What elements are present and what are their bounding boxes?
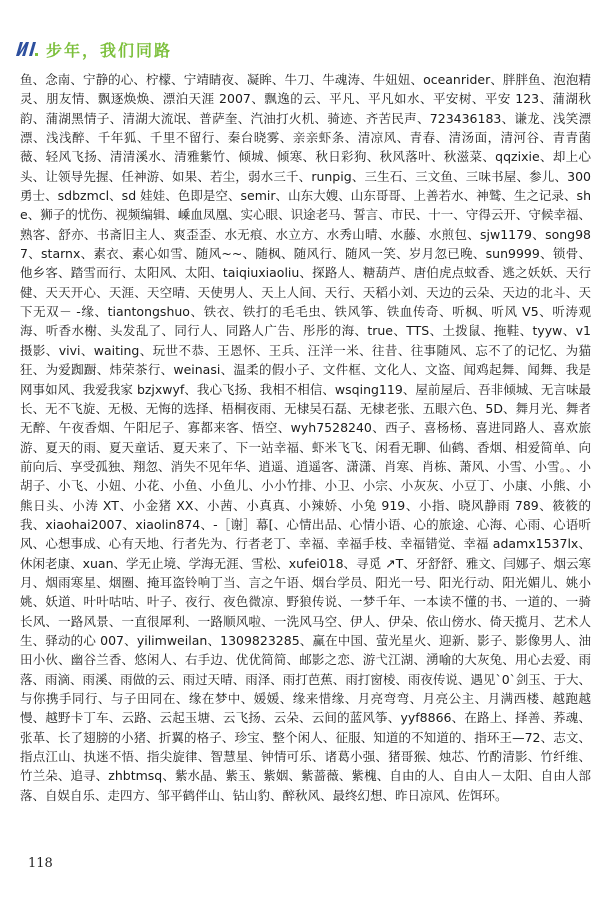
- page-number: 118: [28, 856, 53, 871]
- name-list-text: 鱼、念南、宁静的心、柠檬、宁靖睛夜、凝眸、牛刀、牛魂涛、牛妞妞、oceanrider、胖胖鱼、泡泡精灵、朋友情、飘逐焕焕、漂泊天涯 2007、飘逸的云、平凡、平凡如水、平安树、平安 123、蒲湖秋韵、蒲湖黑情子、清湖大流氓、普萨奎、汽油打火机、骑迹、齐苦民声、723436183、谦龙、浅笑漂漂、浅浅醉、千年狐、千里不留行、秦台晓雾、亲亲虾条、清凉风、青春、清汤面，清河谷、青青菌薇、轻风飞扬、清清溪水、清雅紫竹、倾城、倾寒、秋日彩狗、秋风落叶、秋滋菜、qqzixie、却上心头、让领导先握、任神游、如果、若尘，弱水三千、runpig、三生石、三文鱼、三味书屋、参儿、300 勇士、sdbzmcl、sd 娃娃、色即是空、semir、山东大嫂、山东哥哥、上善若水、神鹫、生之记录、she、狮子的忧伤、视频编辑、嵊血凤凰、实心眼、识途老马、誓言、市民、十一、守得云开、守候幸福、熟客、舒亦、书斋旧主人、爽歪歪、水无痕、水立方、水秀山晴、水藤、水煎包、sjw1179、song987、starnx、素衣、素心如雪、随风~~、随枫、随风行、随风一笑、岁月忽已晚、sun9999、锁骨、他乡客、踏雪而行、太阳风、太阳、taiqiuxiaoliu、探路人、糖葫芦、唐伯虎点蚊香、逃之妖妖、天行健、天天开心、天涯、天空晴、天使男人、天上人间、天行、天稻小刘、天边的云朵、天边的北斗、天下无双－ -缘、tiantongshuo、铁衣、铁打的毛毛虫、铁风筝、铁血传奇、听枫、听风 V5、听涛观海、听香水榭、头发乱了、同行人、同路人广告、彤彤的海、true、TTS、土拨鼠、拖鞋、tyyw、v1 摄影、vivi、waiting、玩世不恭、王恩怀、王兵、汪洋一米、往昔、往事随风、忘不了的记忆、为猫狂、为爱踟蹰、炜荣茶行、weinasi、温柔的假小子、文件框、文化人、文盗、闻鸡起舞、闻舞、我是网事如风、我爱我家 bzjxwyf、我心飞扬、我相不相信、wsqing119、屋前屋后、吾非倾城、无言味最长、无不飞旋、无极、无悔的选择、梧桐夜雨、无棣吴石磊、无棣老张、五眼六色、5D、舞月光、舞者无醉、午夜香烟、午阳尼子、寡都来客、悟空、wyh7528240、西子、喜杨杨、喜进同路人、喜欢旅游、夏天的雨、夏天童话、夏天来了、下一站幸福、虾米飞飞、闲看无聊、仙鹤、香烟、相爱简单、向前向后、享受孤独、翔忽、消失不见年华、逍遥、逍遥客、潇潇、肖寒、肖栋、萧风、小雪、小雪。、小胡子、小飞、小妞、小花、小鱼、小鱼儿、小小竹排、小卫、小宗、小灰灰、小豆丁、小康、小熊、小熊日头、小涛 XT、小金猪 XX、小茜、小真真、小辣娇、小兔 919、小指、晓风静雨 789、筱筱的我、xiaohai2007、xiaolin874、-［谢］幕[、心情出品、心情小语、心的旅途、心海、心雨、心语听风、心想事成、心有天地、行者先为、行者老丁、幸福、幸福手枝、幸福错觉、幸福 adamx1537lx、休闲老康、xuan、学无止境、学海无涯、雪松、xufei018、寻觅 ↗T、牙舒舒、雅文、闫娜子、烟云寒月、烟雨寒星、烟圈、掩耳盗铃响丁当、言之午语、烟台学员、阳光一号、阳光行动、阳光媚儿、姚小姚、妖道、叶叶咕咕、叶子、夜行、夜色微凉、野狼传说、一梦千年、一本读不懂的书、一道的、一骑长风、一路风景、一直很犀利、一路顺风啦、一洗风马空、伊人、伊朵、依山傍水、倚天揽月、艺术人生、驿动的心 007、yilimweilan、1309823285、赢在中国、萤光星火、迎新、影子、影像男人、油田小伙、幽谷兰香、悠闲人、右手边、优优简简、邮影之恋、游弋江湖、湧喻的大灰兔、用心去爱、雨落、雨滴、雨溪、雨做的云、雨过天晴、雨泽、雨打芭蕉、雨打窗棱、雨夜传说、遇见`0`剑玉、于大、与你携手同行、与子田同在、缘在梦中、媛媛、缘来惜缘、月亮弯弯、月亮公主、月满西楼、越跑越慢、越野卡丁车、云路、云起玉塘、云飞扬、云朵、云间的蓝风筝、yyf8866、在路上、择善、荞魂、张革、长了翅膀的小猪、折翼的格子、珍宝、整个闲人、征服、知道的不知道的、指环王—72、志文、指点江山、执迷不悟、指尖旋律、智慧星、钟情可乐、诸葛小强、猪哥猴、烛芯、竹酌清影、竹纤维、竹兰朵、追寻、zhbtmsq、紫水晶、紫玉、紫姻、紫蔷薇、紫槐、自由的人、自由人－太阳、自由人部落、自娱自乐、走四方、邹平鹤伴山、钻山豹、醉秋风、最终幻想、昨日凉风、佐饵环。: [20, 72, 591, 803]
- header-title: 步年，我们同路: [46, 40, 173, 60]
- page-header: [14, 36, 234, 62]
- footprint-logo-icon: [14, 38, 40, 60]
